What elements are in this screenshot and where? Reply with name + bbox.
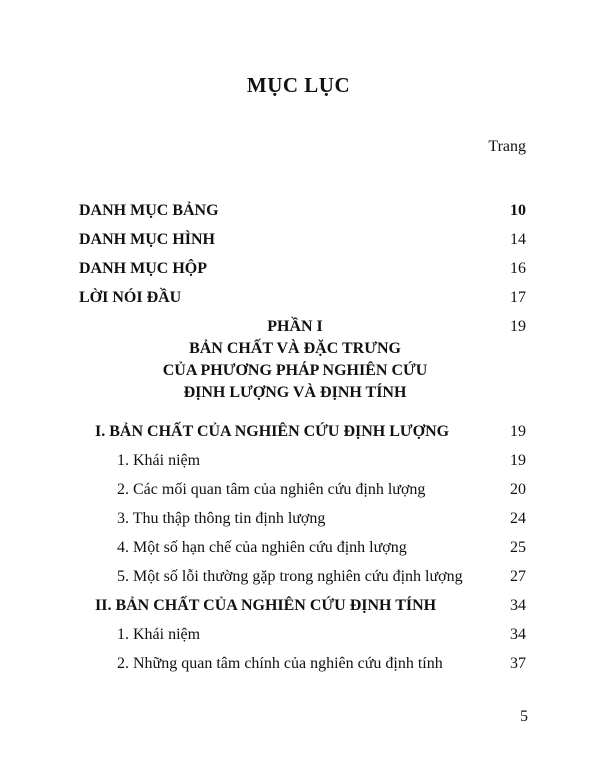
- toc-section-page: 19: [510, 423, 526, 440]
- toc-entry-page: 14: [510, 231, 526, 248]
- toc-section-label: II. BẢN CHẤT CỦA NGHIÊN CỨU ĐỊNH TÍNH: [95, 597, 437, 614]
- part-page: 19: [510, 318, 526, 335]
- toc-item-label: 2. Những quan tâm chính của nghiên cứu định tính: [117, 655, 443, 672]
- toc-section-page: 34: [510, 597, 526, 614]
- part-title-block: [0, 316, 597, 404]
- part-heading: PHẦN I: [267, 318, 323, 335]
- toc-section-label: I. BẢN CHẤT CỦA NGHIÊN CỨU ĐỊNH LƯỢNG: [95, 423, 450, 440]
- toc-entry: [0, 229, 597, 251]
- toc-item-label: 5. Một số lỗi thường gặp trong nghiên cứu định lượng: [117, 568, 463, 585]
- toc-item: [0, 450, 597, 472]
- toc-entry-label: DANH MỤC BẢNG: [79, 202, 219, 219]
- toc-item: [0, 508, 597, 530]
- toc-entry-label: DANH MỤC HÌNH: [79, 231, 215, 248]
- toc-item-page: 27: [510, 568, 526, 585]
- toc-item: [0, 537, 597, 559]
- toc-item: [0, 479, 597, 501]
- toc-item-label: 1. Khái niệm: [117, 626, 201, 643]
- toc-entry-page: 10: [510, 202, 526, 219]
- toc-entry: [0, 258, 597, 280]
- toc-entry-label: LỜI NÓI ĐẦU: [79, 289, 182, 306]
- footer-page-number: 5: [520, 708, 528, 725]
- toc-item-page: 34: [510, 626, 526, 643]
- toc-entry: [0, 200, 597, 222]
- toc-section: [0, 421, 597, 443]
- toc-item-page: 25: [510, 539, 526, 556]
- toc-item-page: 20: [510, 481, 526, 498]
- toc-item-label: 4. Một số hạn chế của nghiên cứu định lượng: [117, 539, 407, 556]
- part-title-line: BẢN CHẤT VÀ ĐẶC TRƯNG: [189, 340, 401, 357]
- toc-item-label: 3. Thu thập thông tin định lượng: [117, 510, 326, 527]
- toc-item-page: 24: [510, 510, 526, 527]
- toc-item: [0, 624, 597, 646]
- page-column-header: Trang: [488, 138, 526, 155]
- toc-item-label: 2. Các mối quan tâm của nghiên cứu định lượng: [117, 481, 426, 498]
- toc-item: [0, 566, 597, 588]
- toc-entry-page: 16: [510, 260, 526, 277]
- toc-item: [0, 653, 597, 675]
- toc-item-page: 19: [510, 452, 526, 469]
- part-title-line: ĐỊNH LƯỢNG VÀ ĐỊNH TÍNH: [183, 384, 407, 401]
- part-title-line: CỦA PHƯƠNG PHÁP NGHIÊN CỨU: [162, 362, 428, 379]
- page-title: MỤC LỤC: [246, 73, 351, 97]
- toc-section: [0, 595, 597, 617]
- toc-item-page: 37: [510, 655, 526, 672]
- toc-item-label: 1. Khái niệm: [117, 452, 201, 469]
- toc-entry-label: DANH MỤC HỘP: [79, 260, 207, 277]
- toc-entry-page: 17: [510, 289, 526, 306]
- toc-entry: [0, 287, 597, 309]
